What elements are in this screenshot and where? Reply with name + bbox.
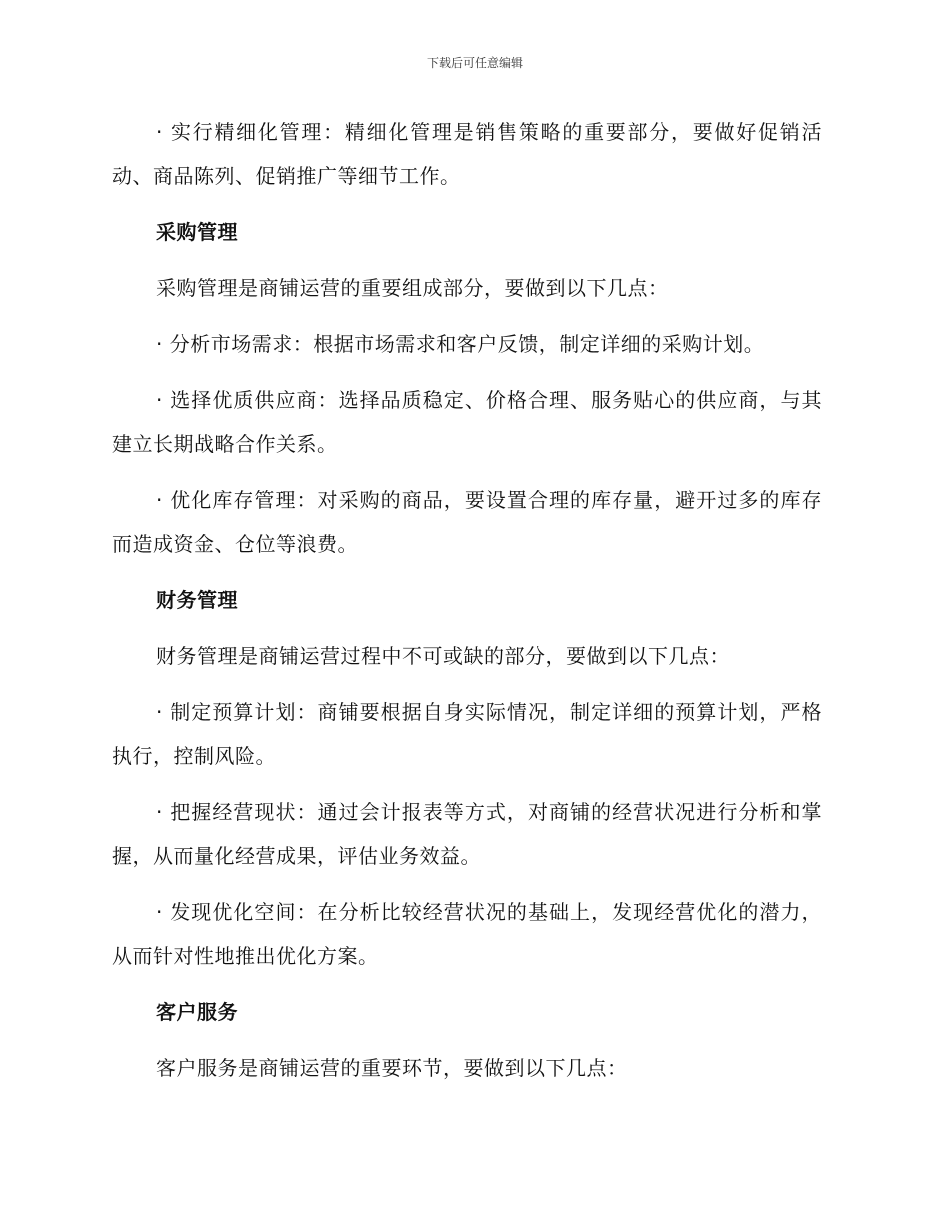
bullet-optimization-space: · 发现优化空间：在分析比较经营状况的基础上，发现经营优化的潜力，从而针对性地推出优化方案。 <box>112 900 822 968</box>
customer-service-intro: 客户服务是商铺运营的重要环节，要做到以下几点： <box>156 1056 628 1080</box>
bullet-budget-plan: · 制定预算计划：商铺要根据自身实际情况，制定详细的预算计划，严格执行，控制风险。 <box>112 700 822 768</box>
bullet-analyze-demand: · 分析市场需求：根据市场需求和客户反馈，制定详细的采购计划。 <box>156 332 765 356</box>
bullet-business-status: · 把握经营现状：通过会计报表等方式，对商铺的经营状况进行分析和掌握，从而量化经营成果，评估业务效益。 <box>112 800 822 868</box>
procurement-intro: 采购管理是商铺运营的重要组成部分，要做到以下几点： <box>156 276 669 300</box>
finance-intro: 财务管理是商铺运营过程中不可或缺的部分，要做到以下几点： <box>156 644 730 668</box>
bullet-select-suppliers: · 选择优质供应商：选择品质稳定、价格合理、服务贴心的供应商，与其建立长期战略合作关系。 <box>112 388 822 456</box>
document-body <box>112 110 822 1090</box>
section-heading-finance: 财务管理 <box>156 588 238 612</box>
page-header: 下载后可任意编辑 <box>426 56 523 70</box>
bullet-optimize-inventory: · 优化库存管理：对采购的商品，要设置合理的库存量，避开过多的库存而造成资金、仓位等浪费。 <box>112 488 822 556</box>
section-heading-customer-service: 客户服务 <box>156 1000 238 1024</box>
bullet-refined-management: · 实行精细化管理：精细化管理是销售策略的重要部分，要做好促销活动、商品陈列、促销推广等细节工作。 <box>112 120 822 188</box>
section-heading-procurement: 采购管理 <box>156 220 238 244</box>
